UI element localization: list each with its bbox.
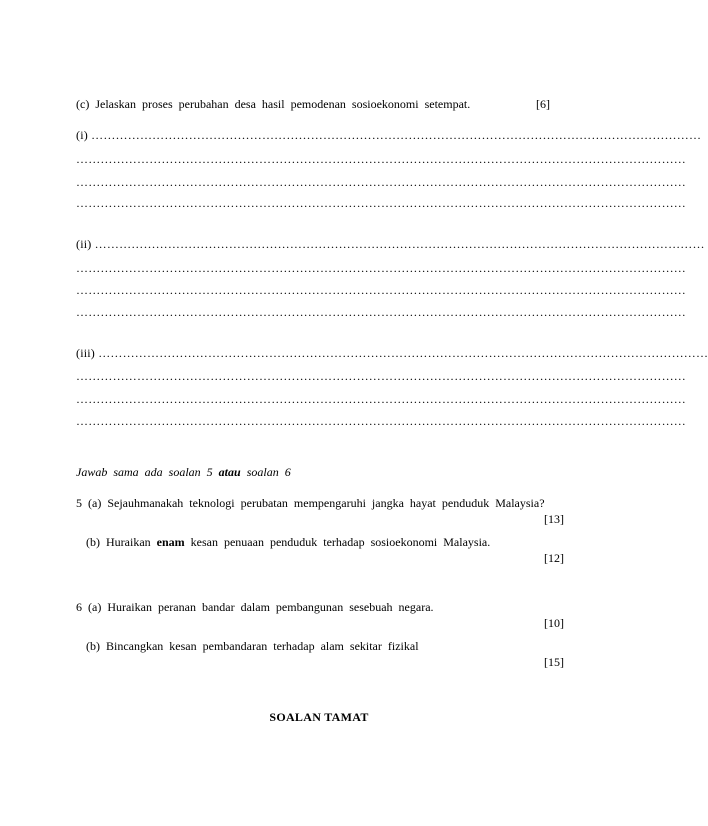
question-6a-marks: [10] bbox=[544, 616, 564, 630]
question-6b-text: (b) Bincangkan kesan pembandaran terhadap alam sekitar fizikal bbox=[86, 639, 419, 653]
dotted-line: …………………………………………………………………………………………………………………………………… bbox=[76, 414, 686, 428]
dotted-line: …………………………………………………………………………………………………………………………………… bbox=[98, 346, 708, 360]
question-4c-text: (c) Jelaskan proses perubahan desa hasil pemodenan sosioekonomi setempat. bbox=[76, 97, 471, 111]
question-6b-marks: [15] bbox=[544, 655, 564, 669]
instruction-bold-word: atau bbox=[218, 465, 247, 479]
answer-label-i: (i) bbox=[76, 128, 88, 142]
question-6a-text: 6 (a) Huraikan peranan bandar dalam pembangunan sesebuah negara. bbox=[76, 600, 434, 614]
dotted-line: …………………………………………………………………………………………………………………………………… bbox=[76, 369, 686, 383]
question-5b-text bbox=[86, 535, 490, 549]
dotted-line: …………………………………………………………………………………………………………………………………… bbox=[76, 175, 686, 189]
dotted-line: …………………………………………………………………………………………………………………………………… bbox=[94, 237, 705, 251]
dotted-line: …………………………………………………………………………………………………………………………………… bbox=[91, 128, 702, 142]
answer-line-i-1 bbox=[76, 128, 702, 142]
question-4c-marks: [6] bbox=[536, 97, 550, 111]
answer-line-iii-1 bbox=[76, 346, 708, 360]
question-5b-marks: [12] bbox=[544, 551, 564, 565]
question-5a-text: 5 (a) Sejauhmanakah teknologi perubatan mempengaruhi jangka hayat penduduk Malaysia? bbox=[76, 496, 545, 510]
question-5b-bold-word: enam bbox=[156, 535, 191, 549]
dotted-line: …………………………………………………………………………………………………………………………………… bbox=[76, 152, 686, 166]
question-5a-marks: [13] bbox=[544, 512, 564, 526]
answer-line-ii-1 bbox=[76, 237, 705, 251]
dotted-line: …………………………………………………………………………………………………………………………………… bbox=[76, 305, 686, 319]
dotted-line: …………………………………………………………………………………………………………………………………… bbox=[76, 196, 686, 210]
dotted-line: …………………………………………………………………………………………………………………………………… bbox=[76, 392, 686, 406]
end-of-questions-label: SOALAN TAMAT bbox=[269, 710, 369, 724]
dotted-line: …………………………………………………………………………………………………………………………………… bbox=[76, 261, 686, 275]
answer-label-iii: (iii) bbox=[76, 346, 95, 360]
section-instruction bbox=[76, 465, 291, 479]
question-5b-suffix: kesan penuaan penduduk terhadap sosioekonomi Malaysia. bbox=[190, 535, 491, 549]
question-5b-prefix: (b) Huraikan bbox=[86, 535, 157, 549]
dotted-line: …………………………………………………………………………………………………………………………………… bbox=[76, 283, 686, 297]
instruction-suffix: soalan 6 bbox=[246, 465, 291, 479]
instruction-prefix: Jawab sama ada soalan 5 bbox=[76, 465, 219, 479]
answer-label-ii: (ii) bbox=[76, 237, 92, 251]
